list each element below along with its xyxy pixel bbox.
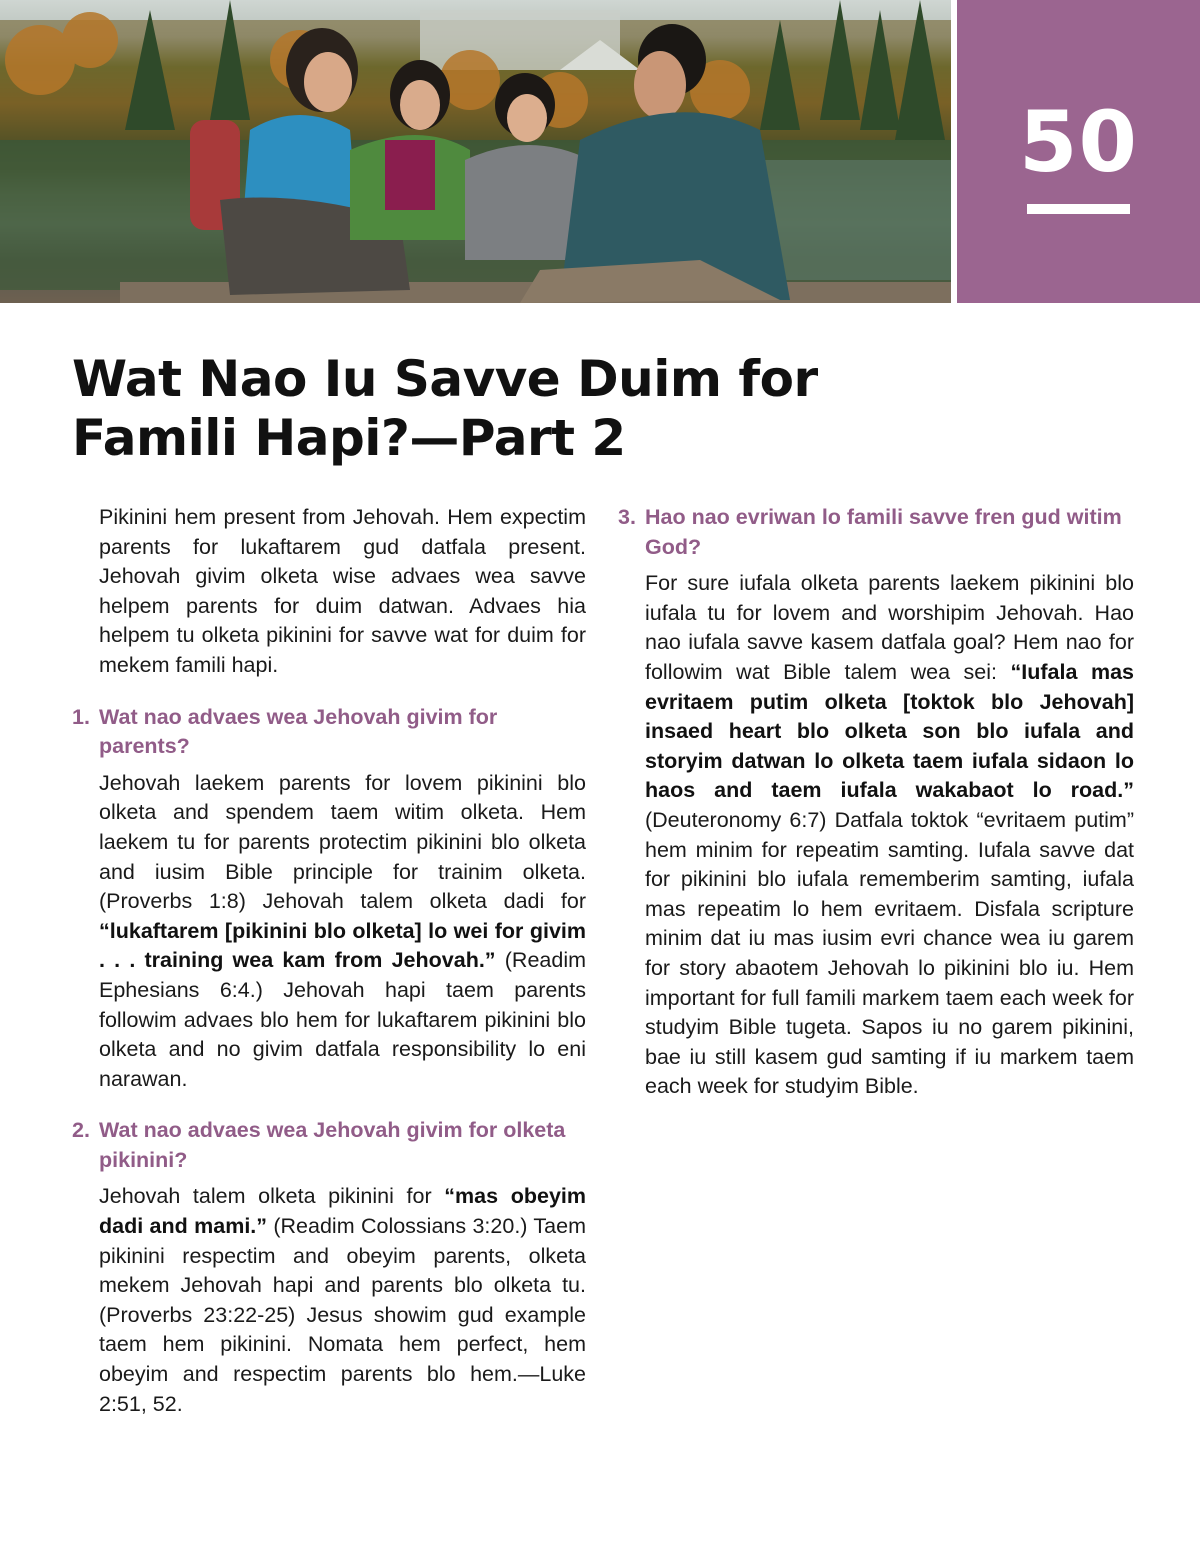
answer-2-scripture-quote: “mas obeyim dadi and mami.”: [99, 1184, 586, 1239]
left-column: [72, 503, 586, 1419]
question-1-text: Wat nao advaes wea Jehovah givim for parents?: [99, 704, 498, 759]
title-line-2: Famili Hapi?—Part 2: [72, 409, 626, 467]
answer-1-paragraph: [72, 769, 586, 1095]
question-3-text: Hao nao evriwan lo famili savve fren gud witim God?: [645, 505, 1122, 559]
intro-paragraph: Pikinini hem present from Jehovah. Hem expectim parents for lukaftarem gud datfala present. Jehovah givim olketa wise advaes wea savve helpem parents for duim datwan. Advaes hia helpem tu olketa pikinini for savve wat for duim for mekem famili hapi.: [99, 505, 586, 677]
title-line-1: Wat Nao Iu Savve Duim for: [72, 350, 818, 408]
question-2-heading: [72, 1116, 586, 1175]
chapter-underline: [1027, 204, 1130, 214]
question-2-text: Wat nao advaes wea Jehovah givim for olketa pikinini?: [99, 1118, 566, 1172]
hero-photo: [0, 0, 951, 303]
chapter-number-box: [957, 0, 1200, 303]
question-3-heading: [618, 503, 1134, 562]
answer-1-text-b: (Readim Ephesians 6:4.) Jehovah hapi taem parents followim advaes blo hem for lukaftarem pikinini blo olketa and no givim datfala responsibility lo eni narawan.: [99, 948, 587, 1091]
page-title: [72, 350, 832, 468]
question-1-heading: [72, 703, 586, 762]
answer-1-text-a: Jehovah laekem parents for lovem pikinini blo olketa and spendem taem witim olketa. Hem laekem tu for parents protectim pikinini blo olketa and iusim Bible principle for trainim olketa. (Proverbs 1:8) Jehovah talem olketa dadi for: [99, 770, 586, 914]
question-3-number: 3.: [618, 505, 636, 529]
answer-2-text-b: (Readim Colossians 3:20.) Taem pikinini respectim and obeyim parents, olketa mekem Jehovah hapi and parents blo olketa tu. (Proverbs 23:22-25) Jesus showim gud example taem hem pikinini. Nomata hem perfect, hem obeyim and respectim parents blo hem.—Luke 2:51, 52.: [99, 1214, 586, 1416]
answer-3-paragraph: [618, 569, 1134, 1102]
family-photo-illustration: [0, 0, 951, 303]
answer-3-text-b: (Deuteronomy 6:7) Datfala toktok “evritaem putim” hem minim for repeatim samting. Iufala savve dat for pikinini blo iufala rememberim samting, iufala mas repeatim lo hem evritaem. Disfala scripture minim dat iu mas iusim evri chance wea iu garem for story abaotem Jehovah lo pikinini blo iu. Hem important for full famili markem taem each week for studyim Bible tugeta. Sapos iu no garem pikinini, bae iu still kasem gud samting if iu markem taem each week for studyim Bible.: [645, 807, 1134, 1099]
right-column: [618, 503, 1134, 1102]
answer-3-text-a: For sure iufala olketa parents laekem pikinini blo iufala tu for lovem and worshipim Jehovah. Hao nao iufala savve kasem datfala goal? Hem nao for followim wat Bible talem wea sei:: [645, 571, 1134, 684]
answer-2-paragraph: [72, 1182, 586, 1419]
answer-3-scripture-quote: “Iufala mas evritaem putim olketa [toktok blo Jehovah] insaed heart blo olketa son blo iufala and storyim datwan lo olketa taem iufala sidaon lo haos and taem iufala wakabaot lo road.”: [645, 659, 1134, 803]
answer-1-scripture-quote: “lukaftarem [pikinini blo olketa] lo wei for givim . . . training wea kam from Jehovah.”: [99, 918, 586, 973]
question-1-number: 1.: [72, 704, 90, 729]
question-2-number: 2.: [72, 1118, 90, 1143]
answer-2-text-a: Jehovah talem olketa pikinini for: [99, 1184, 445, 1209]
chapter-number: 50: [1019, 93, 1138, 191]
